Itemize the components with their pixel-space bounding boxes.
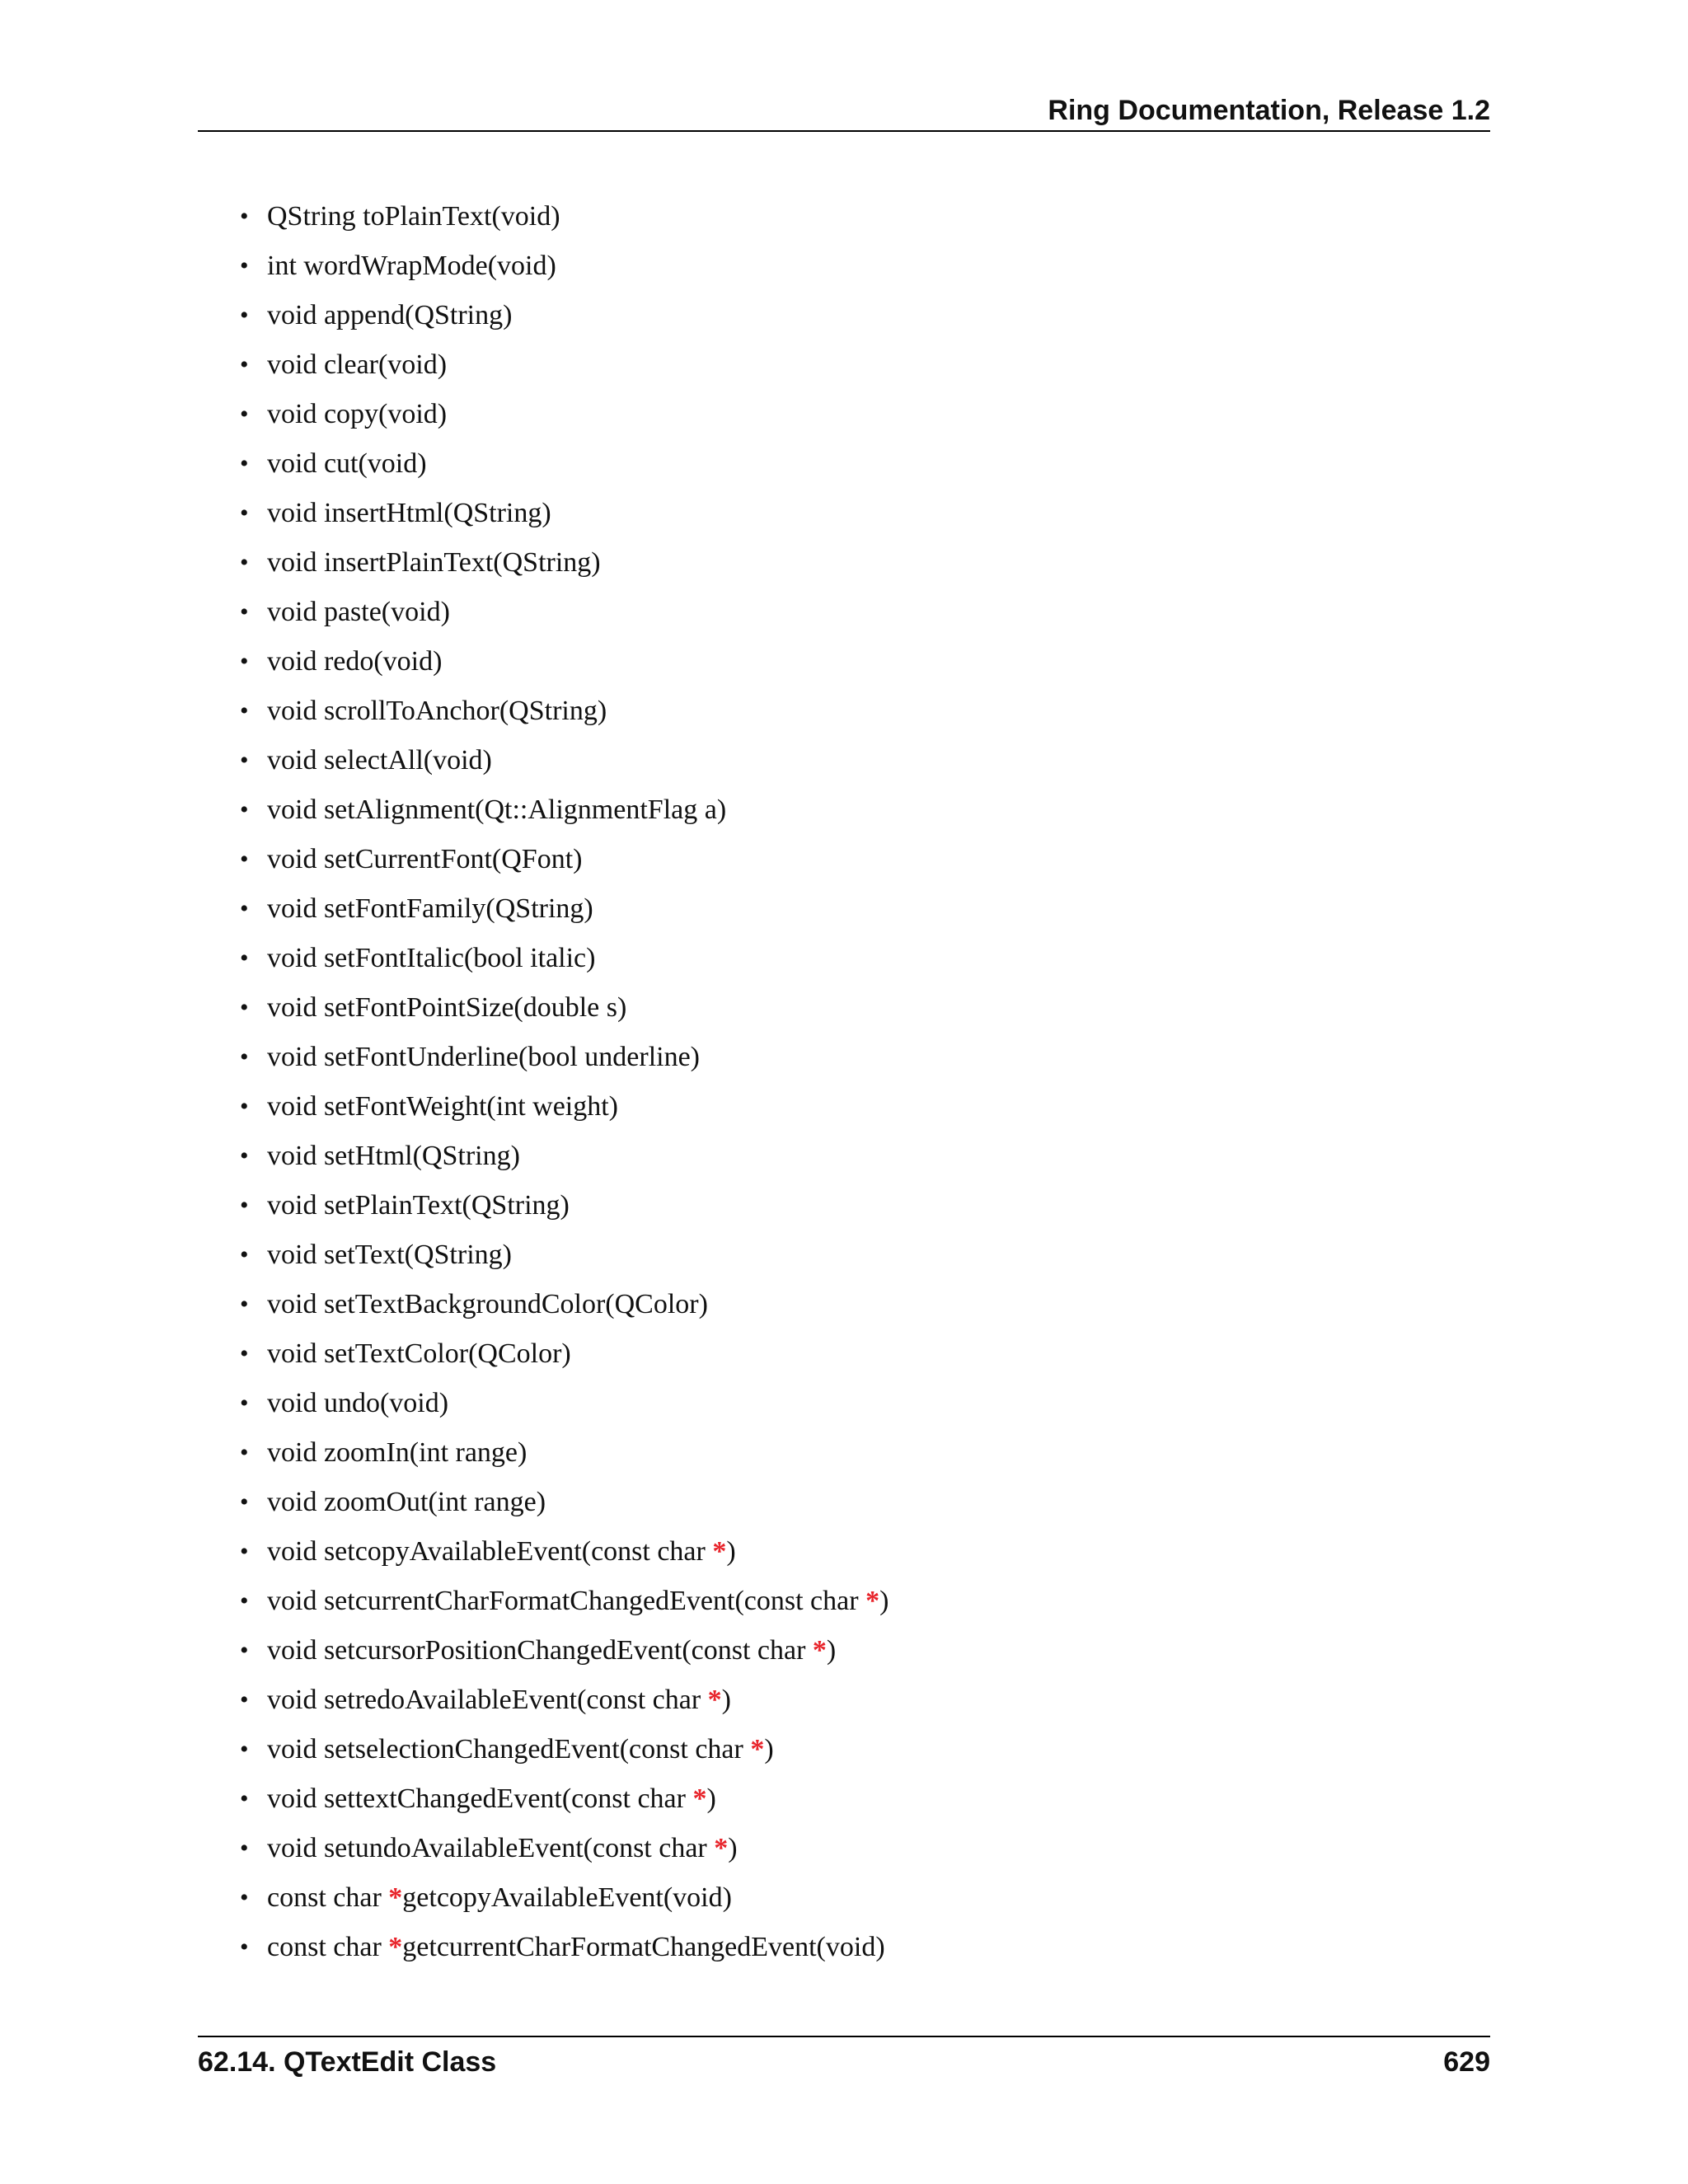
method-signature: int wordWrapMode(void)	[267, 251, 556, 281]
list-item	[0, 938, 889, 987]
method-signature: void clear(void)	[267, 349, 448, 380]
method-signature: void append(QString)	[267, 300, 513, 330]
bullet-icon: •	[240, 1142, 249, 1169]
method-signature-start: void settextChangedEvent(const char	[267, 1783, 693, 1814]
page-number: 629	[1443, 2046, 1490, 2078]
pointer-asterisk: *	[714, 1833, 729, 1863]
method-signature: void setTextBackgroundColor(QColor)	[267, 1289, 708, 1319]
bullet-icon: •	[240, 1043, 249, 1071]
method-signature-end: )	[764, 1734, 774, 1765]
pointer-asterisk: *	[712, 1536, 727, 1567]
method-signature: void setCurrentFont(QFont)	[267, 844, 583, 874]
list-item	[0, 888, 889, 938]
method-signature-end: )	[879, 1586, 889, 1616]
method-signature: void copy(void)	[267, 399, 448, 429]
list-item	[0, 1432, 889, 1482]
list-item	[0, 1037, 889, 1086]
pointer-asterisk: *	[750, 1734, 765, 1765]
bullet-icon: •	[240, 1637, 249, 1664]
bullet-icon: •	[240, 944, 249, 972]
method-signature: void scrollToAnchor(QString)	[267, 696, 607, 726]
list-item	[0, 1779, 889, 1828]
list-item	[0, 1333, 889, 1383]
bullet-icon: •	[240, 846, 249, 873]
bullet-icon: •	[240, 450, 249, 477]
method-signature: void selectAll(void)	[267, 745, 492, 776]
bullet-icon: •	[240, 351, 249, 378]
bullet-icon: •	[240, 1390, 249, 1417]
bullet-icon: •	[240, 499, 249, 527]
method-signature-end: )	[728, 1833, 738, 1863]
bullet-icon: •	[240, 1192, 249, 1219]
bullet-icon: •	[240, 401, 249, 428]
method-signature-end: )	[706, 1783, 716, 1814]
list-item	[0, 493, 889, 542]
bullet-icon: •	[240, 1933, 249, 1961]
list-item	[0, 691, 889, 740]
method-signature: void insertHtml(QString)	[267, 498, 551, 528]
method-signature-start: void setredoAvailableEvent(const char	[267, 1685, 708, 1715]
list-item	[0, 1927, 889, 1976]
list-item	[0, 1136, 889, 1185]
bullet-icon: •	[240, 1736, 249, 1763]
pointer-asterisk: *	[388, 1932, 403, 1962]
bullet-icon: •	[240, 1587, 249, 1615]
method-signature: void setFontUnderline(bool underline)	[267, 1042, 701, 1072]
list-item	[0, 394, 889, 443]
bullet-icon: •	[240, 1291, 249, 1318]
method-signature-end: getcurrentCharFormatChangedEvent(void)	[402, 1932, 885, 1962]
method-signature-end: )	[826, 1635, 837, 1666]
bullet-icon: •	[240, 697, 249, 724]
list-item	[0, 246, 889, 295]
list-item	[0, 1630, 889, 1680]
list-item	[0, 1284, 889, 1333]
bullet-icon: •	[240, 994, 249, 1021]
page-footer	[198, 2036, 1490, 2078]
method-signature-start: void setselectionChangedEvent(const char	[267, 1734, 751, 1765]
method-signature: void setText(QString)	[267, 1240, 512, 1270]
bullet-icon: •	[240, 1686, 249, 1713]
list-item	[0, 344, 889, 394]
bullet-icon: •	[240, 747, 249, 774]
method-signature-start: void setcurrentCharFormatChangedEvent(const char	[267, 1586, 866, 1616]
method-signature-end: )	[726, 1536, 736, 1567]
list-item	[0, 740, 889, 790]
list-item	[0, 790, 889, 839]
list-item	[0, 592, 889, 641]
method-signature: void zoomIn(int range)	[267, 1437, 528, 1468]
pointer-asterisk: *	[865, 1586, 880, 1616]
method-signature-start: void setcursorPositionChangedEvent(const char	[267, 1635, 813, 1666]
list-item	[0, 295, 889, 344]
bullet-icon: •	[240, 1538, 249, 1565]
method-signature: void paste(void)	[267, 597, 450, 627]
method-list	[0, 196, 889, 1976]
bullet-icon: •	[240, 1884, 249, 1911]
method-signature: void insertPlainText(QString)	[267, 547, 601, 578]
method-signature: void setFontWeight(int weight)	[267, 1091, 618, 1122]
bullet-icon: •	[240, 648, 249, 675]
list-item	[0, 987, 889, 1037]
bullet-icon: •	[240, 203, 249, 230]
section-title: 62.14. QTextEdit Class	[198, 2046, 497, 2078]
list-item	[0, 1185, 889, 1235]
bullet-icon: •	[240, 1241, 249, 1268]
bullet-icon: •	[240, 302, 249, 329]
method-signature: void setPlainText(QString)	[267, 1190, 570, 1221]
method-signature: void setAlignment(Qt::AlignmentFlag a)	[267, 794, 727, 825]
bullet-icon: •	[240, 796, 249, 823]
pointer-asterisk: *	[707, 1685, 722, 1715]
bullet-icon: •	[240, 1835, 249, 1862]
bullet-icon: •	[240, 1340, 249, 1367]
bullet-icon: •	[240, 1488, 249, 1516]
list-item	[0, 1828, 889, 1877]
bullet-icon: •	[240, 549, 249, 576]
list-item	[0, 839, 889, 888]
list-item	[0, 1482, 889, 1531]
pointer-asterisk: *	[812, 1635, 827, 1666]
pointer-asterisk: *	[388, 1882, 403, 1913]
list-item	[0, 196, 889, 246]
list-item	[0, 1680, 889, 1729]
method-signature-start: const char	[267, 1932, 389, 1962]
method-signature: void setTextColor(QColor)	[267, 1338, 571, 1369]
pointer-asterisk: *	[692, 1783, 707, 1814]
list-item	[0, 1729, 889, 1779]
bullet-icon: •	[240, 1785, 249, 1812]
method-signature: void setFontFamily(QString)	[267, 893, 593, 924]
method-signature-end: getcopyAvailableEvent(void)	[402, 1882, 732, 1913]
method-signature: void setHtml(QString)	[267, 1141, 520, 1171]
method-signature: void cut(void)	[267, 448, 427, 479]
list-item	[0, 1877, 889, 1927]
bullet-icon: •	[240, 895, 249, 922]
list-item	[0, 443, 889, 493]
list-item	[0, 1086, 889, 1136]
list-item	[0, 1235, 889, 1284]
method-signature-end: )	[721, 1685, 731, 1715]
method-signature: void redo(void)	[267, 646, 443, 677]
method-signature: void undo(void)	[267, 1388, 449, 1418]
bullet-icon: •	[240, 1439, 249, 1466]
method-signature-start: void setundoAvailableEvent(const char	[267, 1833, 715, 1863]
method-signature: void setFontPointSize(double s)	[267, 992, 627, 1023]
list-item	[0, 641, 889, 691]
bullet-icon: •	[240, 252, 249, 279]
method-signature-start: const char	[267, 1882, 389, 1913]
method-signature: void setFontItalic(bool italic)	[267, 943, 596, 973]
method-signature: void zoomOut(int range)	[267, 1487, 546, 1517]
list-item	[0, 1531, 889, 1581]
method-signature-start: void setcopyAvailableEvent(const char	[267, 1536, 713, 1567]
bullet-icon: •	[240, 1093, 249, 1120]
method-signature: QString toPlainText(void)	[267, 201, 560, 232]
bullet-icon: •	[240, 598, 249, 626]
list-item	[0, 1383, 889, 1432]
list-item	[0, 542, 889, 592]
page-header	[198, 89, 1490, 132]
document-title: Ring Documentation, Release 1.2	[1048, 95, 1490, 126]
list-item	[0, 1581, 889, 1630]
